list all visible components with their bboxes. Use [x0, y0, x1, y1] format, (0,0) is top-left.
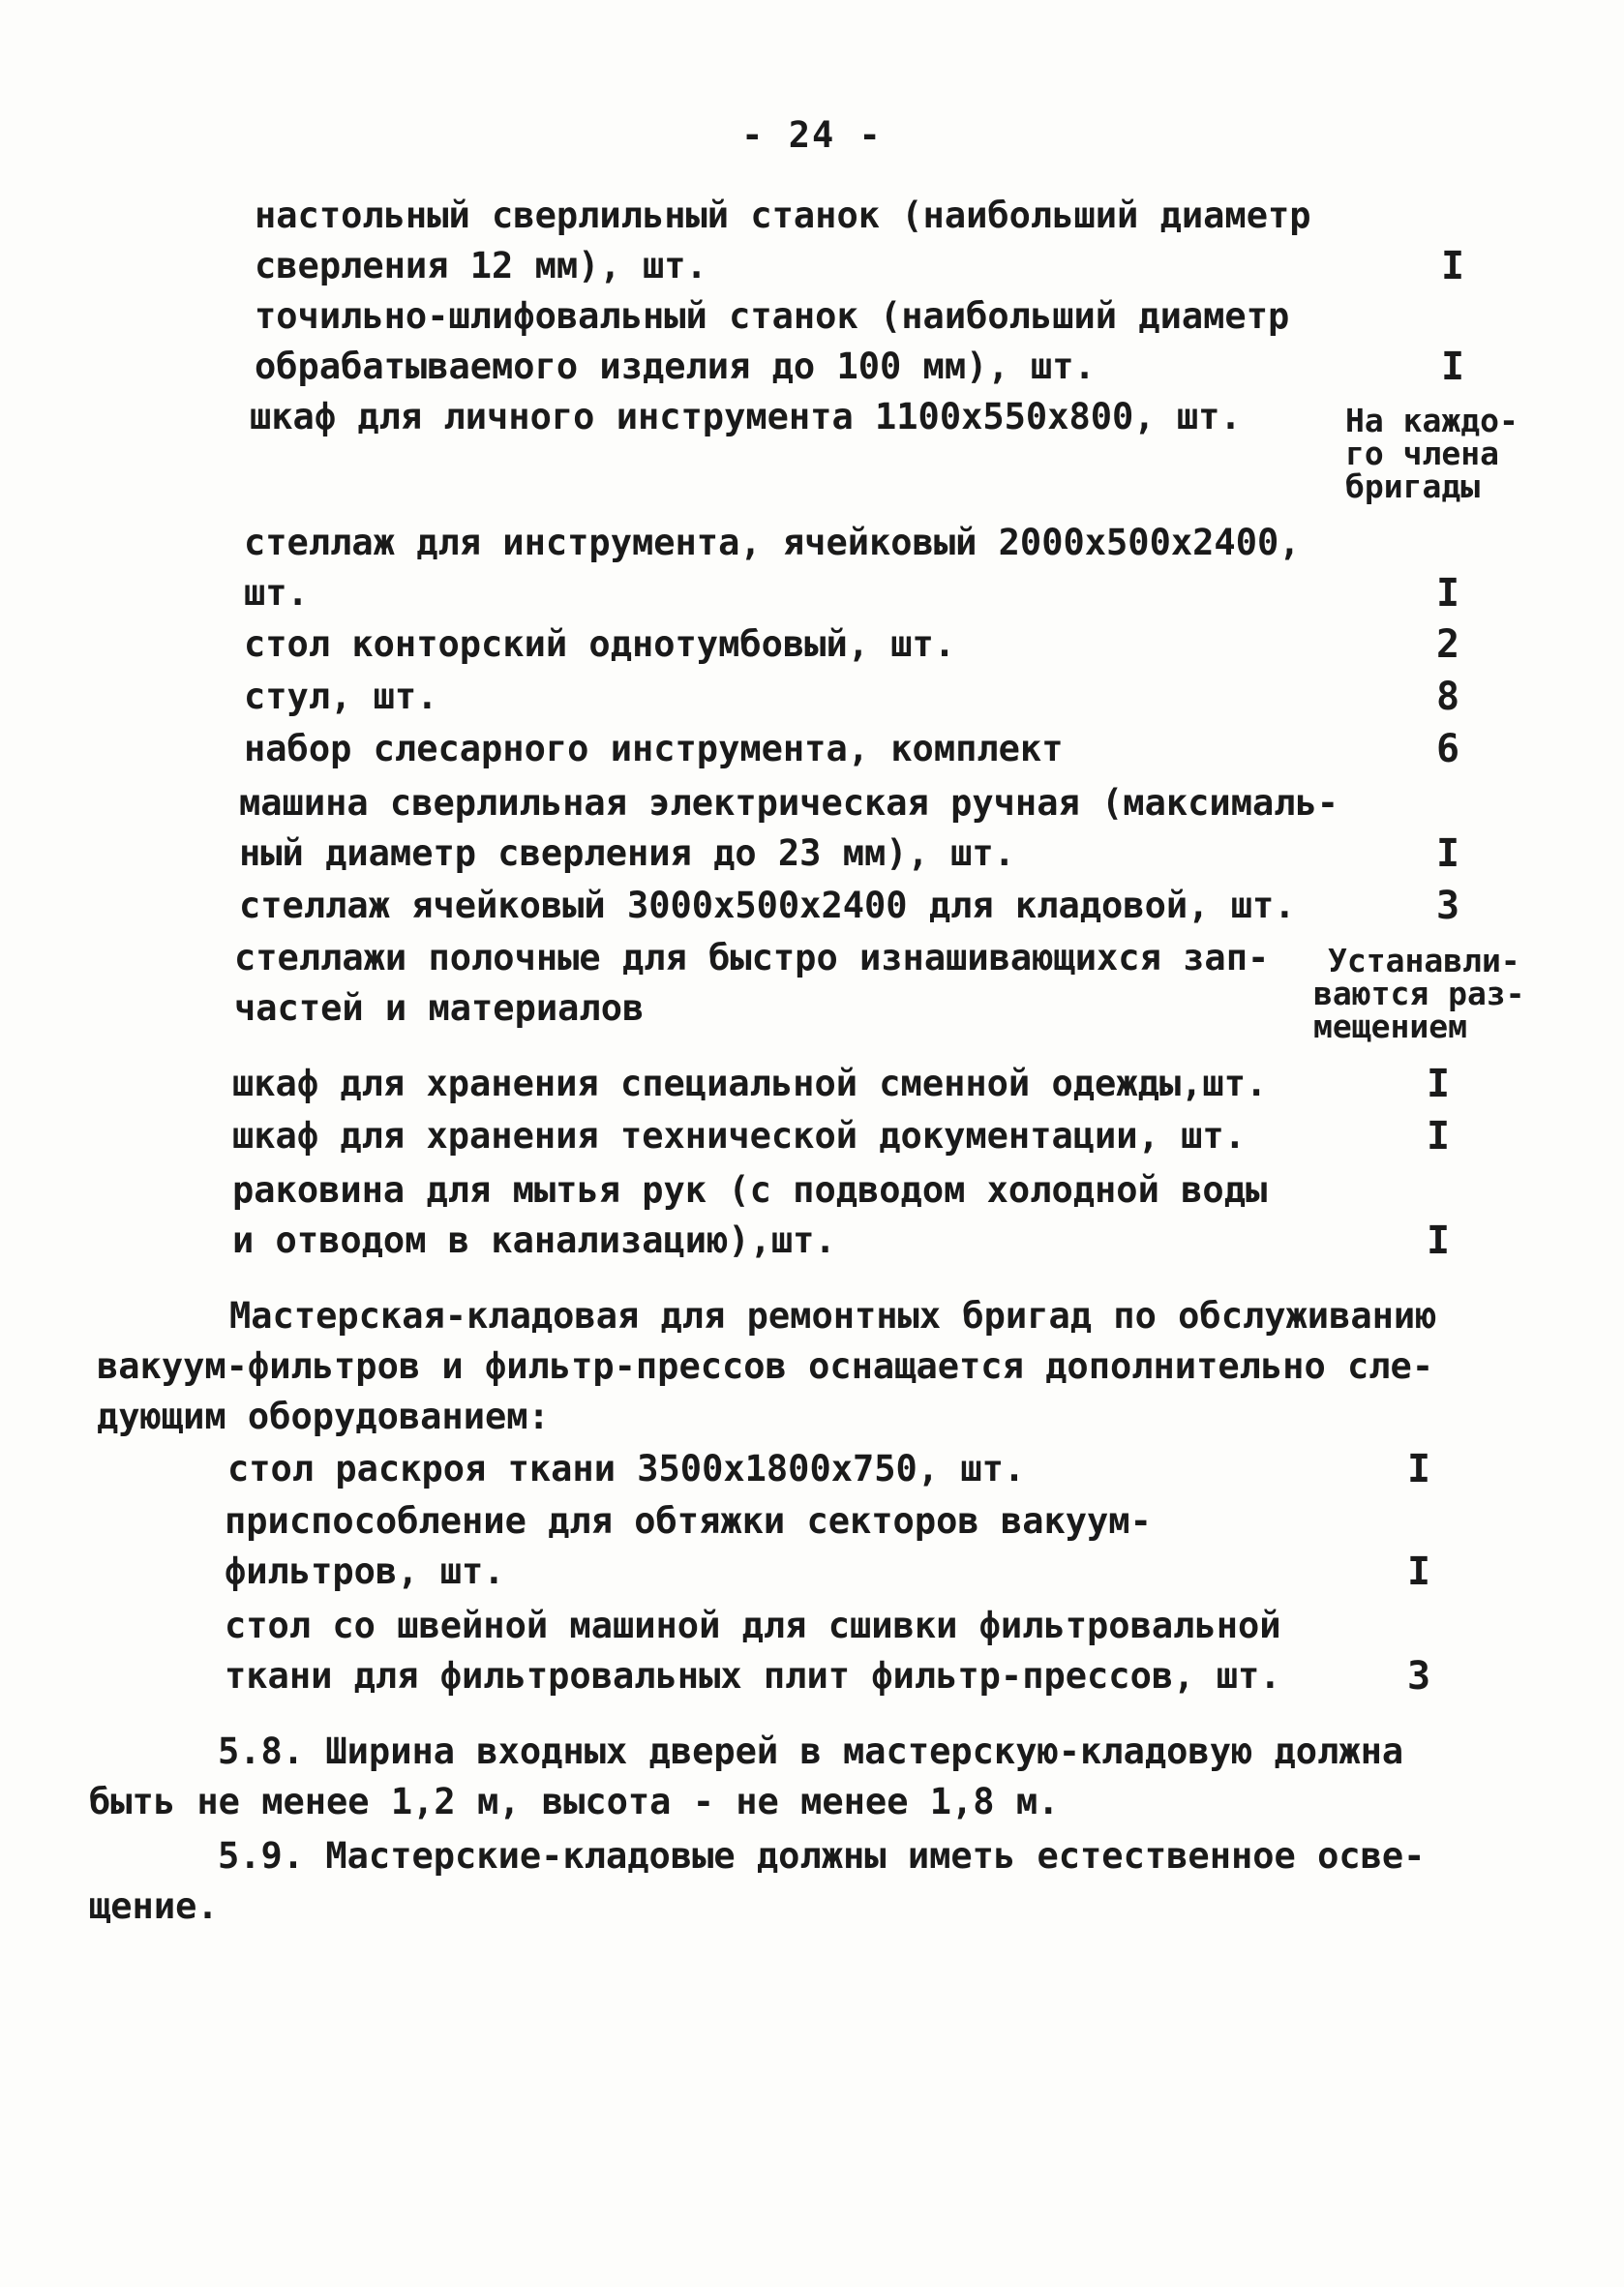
item-10-line-1: стеллажи полочные для быстро изнашивающихся зап-	[234, 937, 1270, 978]
item-4-line-2: шт.	[244, 572, 309, 614]
item-2-1-line-1: стол раскроя ткани 3500х1800х750, шт.	[227, 1448, 1026, 1490]
item-2-3-line-1: стол со швейной машиной для сшивки фильтровальной	[225, 1605, 1281, 1646]
item-4-qty: I	[1435, 571, 1460, 616]
item-6-line-1: стул, шт.	[244, 676, 438, 717]
item-8-line-1: машина сверлильная электрическая ручная (максималь-	[239, 782, 1339, 824]
item-1-qty: I	[1440, 244, 1465, 288]
item-3-line-1: шкаф для личного инструмента 1100х550х800, шт.	[250, 396, 1242, 437]
item-10-note-line-3: мещением	[1313, 1008, 1467, 1045]
paragraph-2-line-2: быть не менее 1,2 м, высота - не менее 1,8 м.	[89, 1781, 1060, 1822]
item-2-2-qty: I	[1406, 1550, 1431, 1594]
item-7-qty: 6	[1435, 727, 1460, 771]
item-2-line-1: точильно-шлифовальный станок (наибольший диаметр	[255, 295, 1290, 337]
item-11-line-1: шкаф для хранения специальной сменной одежды,шт.	[232, 1063, 1268, 1104]
item-1-line-2: сверления 12 мм), шт.	[255, 245, 707, 286]
item-2-qty: I	[1440, 345, 1465, 389]
paragraph-2-line-1: 5.8. Ширина входных дверей в мастерскую-кладовую должна	[218, 1730, 1404, 1772]
item-3-note-line-3: бригады	[1345, 467, 1481, 505]
page-number: - 24 -	[741, 114, 883, 156]
paragraph-1-line-3: дующим оборудованием:	[97, 1396, 550, 1437]
item-13-line-1: раковина для мытья рук (с подводом холодной воды	[232, 1169, 1268, 1211]
item-4-line-1: стеллаж для инструмента, ячейковый 2000х500х2400,	[244, 522, 1301, 563]
paragraph-3-line-2: щение.	[89, 1885, 219, 1927]
item-12-qty: I	[1426, 1114, 1451, 1159]
item-13-qty: I	[1426, 1219, 1451, 1263]
item-3-note-line-2: го члена	[1345, 435, 1499, 472]
item-8-line-2: ный диаметр сверления до 23 мм), шт.	[239, 832, 1015, 874]
item-7-line-1: набор слесарного инструмента, комплект	[244, 728, 1064, 769]
item-8-qty: I	[1435, 831, 1460, 876]
item-6-qty: 8	[1435, 675, 1460, 719]
item-2-2-line-2: фильтров, шт.	[225, 1550, 505, 1592]
paragraph-3-line-1: 5.9. Мастерские-кладовые должны иметь естественное осве-	[218, 1835, 1426, 1877]
item-9-line-1: стеллаж ячейковый 3000х500х2400 для кладовой, шт.	[239, 885, 1296, 926]
item-3-note-line-1: На каждо-	[1345, 402, 1519, 439]
paragraph-1-line-1: Мастерская-кладовая для ремонтных бригад по обслуживанию	[229, 1295, 1437, 1337]
item-12-line-1: шкаф для хранения технической документации, шт.	[232, 1115, 1246, 1157]
item-10-note-line-1: Устанавли-	[1328, 942, 1520, 979]
item-13-line-2: и отводом в канализацию),шт.	[232, 1219, 836, 1261]
item-9-qty: 3	[1435, 884, 1460, 928]
item-1-line-1: настольный сверлильный станок (наибольший диаметр	[255, 195, 1311, 236]
item-2-1-qty: I	[1406, 1447, 1431, 1491]
item-2-2-line-1: приспособление для обтяжки секторов вакуум-	[225, 1500, 1152, 1542]
item-5-qty: 2	[1435, 622, 1460, 667]
item-2-line-2: обрабатываемого изделия до 100 мм), шт.	[255, 346, 1096, 387]
paragraph-1-line-2: вакуум-фильтров и фильтр-прессов оснащается дополнительно сле-	[97, 1345, 1434, 1387]
item-2-3-qty: 3	[1406, 1654, 1431, 1699]
item-2-3-line-2: ткани для фильтровальных плит фильтр-прессов, шт.	[225, 1655, 1281, 1697]
item-5-line-1: стол конторский однотумбовый, шт.	[244, 623, 956, 665]
item-10-line-2: частей и материалов	[234, 987, 645, 1029]
item-10-note-line-2: ваются раз-	[1313, 975, 1525, 1012]
item-11-qty: I	[1426, 1062, 1451, 1106]
